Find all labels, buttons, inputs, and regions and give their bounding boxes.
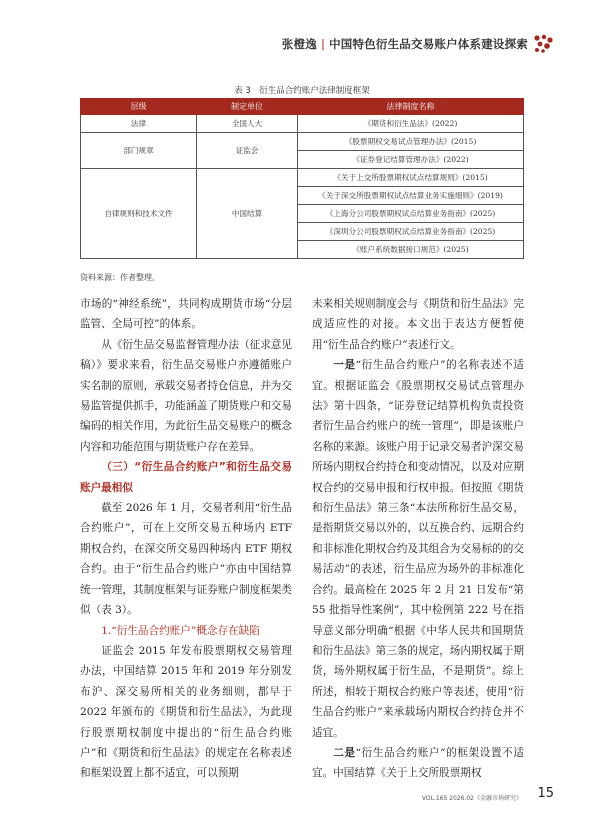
body-column-left	[80, 294, 292, 784]
cell-unit: 全国人大	[197, 115, 298, 133]
point-lead: 二是	[333, 746, 356, 759]
column-header-level: 层级	[81, 99, 197, 115]
point-lead: 一是	[333, 359, 356, 372]
cell-doc: 《股票期权交易试点管理办法》(2015)	[298, 133, 524, 151]
column-header-doc: 法律制度名称	[298, 99, 524, 115]
header-title: 中国特色衍生品交易账户体系建设探索	[329, 37, 528, 51]
cell-doc: 《关于上交所股票期权试点结算规则》(2015)	[298, 169, 524, 187]
paragraph: 截至 2026 年 1 月，交易者利用“衍生品合约账户”，可在上交所交易五种场内 ETF 期权合约，在深交所交易四种场内 ETF 期权合约。由于“衍生品合约账户”亦由中国结算统一管理，其制度框架与证券账户制度框架类似（表 3）。	[80, 502, 292, 617]
header-separator: |	[321, 37, 326, 51]
running-header	[282, 36, 528, 52]
cell-doc: 《证券登记结算管理办法》(2022)	[298, 151, 524, 169]
cell-doc: 《账户系统数据接口规范》(2025)	[298, 241, 524, 259]
table-source-note: 资料来源：作者整理。	[80, 273, 160, 282]
column-header-unit: 制定单位	[197, 99, 298, 115]
body-column-right	[312, 294, 524, 784]
paragraph: 从《衍生品交易监督管理办法（征求意见稿）》要求来看，衍生品交易账户亦遵循账户实名制的原则，承载交易者持仓信息，并为交易监管提供抓手，功能涵盖了期货账户和交易编码的相关作用，为此衍生品交易账户的概念内容和功能范围与期货账户存在差异。	[80, 338, 292, 453]
cell-level: 部门规章	[81, 133, 197, 169]
paragraph	[312, 743, 524, 784]
cell-doc: 《关于深交所股票期权试点结算业务实施细则》(2019)	[298, 187, 524, 205]
table-row	[81, 169, 524, 187]
paragraph-text: “衍生品合约账户”的名称表述不适宜。根据证监会《股票期权交易试点管理办法》第十四条，“证券登记结算机构负责投资者衍生品合约账户的统一管理”，即是该账户名称的来源。该账户用于记录交易者沪深交易所场内期权合约持仓和变动情况，以及对应期权合约的交易申报和行权申报。但按照《期货和衍生品法》第三条“本法所称衍生品交易，是指期货交易以外的，以互换合约、远期合约和非标准化期权合约及其组合为交易标的的交易活动”的表述，衍生品应为场外的非标准化合约。最高检在 2025 年 2 月 21 日发布“第 55 批指导性案例”，其中检例第 222 号在指导意义部分明确“根据《中华人民共和国期货和衍生品法》第三条的规定，场内期权属于期货，场外期权属于衍生品，不是期货”。综上所述，相较于期权合约账户等表述，使用“衍生品合约账户”来承载场内期权合约持仓并不适宜。	[312, 359, 524, 739]
paragraph-text: “衍生品合约账户”的框架设置不适宜。中国结算《关于上交所股票期权	[312, 746, 524, 780]
cell-unit: 证监会	[197, 133, 298, 169]
paragraph: 未来相关规则制度会与《期货和衍生品法》完成适应性的对接。本文出于表达方便暂使用“衍生品合约账户”表述行文。	[312, 298, 524, 351]
page-number: 15	[537, 786, 554, 801]
cell-doc: 《期货和衍生品法》(2022)	[298, 115, 524, 133]
cell-level: 法律	[81, 115, 197, 133]
section-heading: （三）“衍生品合约账户”和衍生品交易账户最相似	[80, 461, 292, 494]
cell-doc: 《深圳分公司股票期权试点结算业务指南》(2025)	[298, 223, 524, 241]
cell-doc: 《上海分公司股票期权试点结算业务指南》(2025)	[298, 205, 524, 223]
journal-logo-icon	[532, 34, 554, 54]
legal-framework-table	[80, 98, 524, 259]
subsection-heading: 1.“衍生品合约账户”概念存在缺陷	[101, 624, 260, 637]
cell-level: 自律规则和技术文件	[81, 169, 197, 259]
table-caption: 表 3 衍生品合约账户法律制度框架	[234, 86, 370, 96]
header-author: 张橙逸	[281, 37, 318, 51]
paragraph	[312, 355, 524, 743]
journal-footer: VOL.165 2026.02《金融市场研究》	[421, 795, 522, 802]
table-row	[81, 133, 524, 151]
table-row	[81, 115, 524, 133]
paragraph: 证监会 2015 年发布股票期权交易管理办法，中国结算 2015 年和 2019 年分别发布沪、深交易所相关的业务细则，都早于 2022 年颁布的《期货和衍生品法》，为此现行股票期权制度中提出的“衍生品合约账户”和《期货和衍生品法》的规定在名称表述和框架设置上都不适宜，可以预期	[80, 644, 292, 780]
table-header-row	[81, 99, 524, 115]
cell-unit: 中国结算	[197, 169, 298, 259]
paragraph: 市场的“神经系统”，共同构成期货市场“分层监管、全局可控”的体系。	[80, 298, 292, 331]
